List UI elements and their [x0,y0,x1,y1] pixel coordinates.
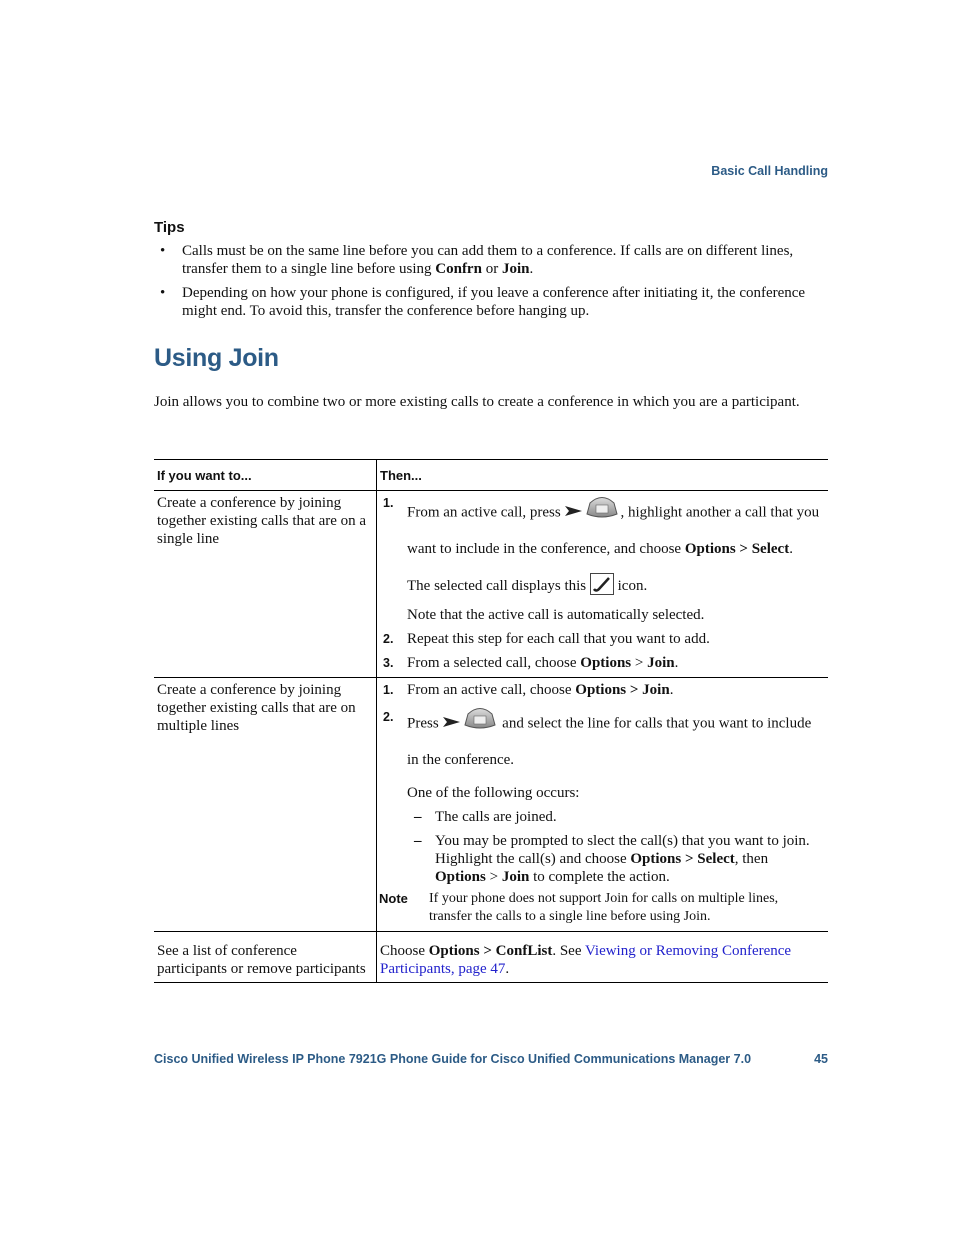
step-item [377,681,828,699]
selected-call-check-icon [590,573,614,600]
dash-bullet: – [414,833,422,849]
outcome-text: to complete the action. [529,869,670,885]
step-text: . See [552,943,585,959]
step-text: and select the line for calls that you want to include in the conference. [407,715,812,768]
outcome-text: You may be prompted to slect the call(s) that you want to join. Highlight the call(s) and choose [435,833,810,867]
row-want-cell: Create a conference by joining together existing calls that are on a single line [154,491,377,678]
row-then-cell [377,678,829,932]
step-text: icon. [617,577,648,594]
navigation-arrow-icon [564,496,584,531]
step-number: 3. [383,656,394,670]
table-row [154,678,828,932]
step-text: Press [407,715,439,732]
phone-button-icon [584,494,620,532]
step-bold: Options [580,655,632,671]
step-number: 2. [383,710,394,724]
outcome-bold: Options [435,869,486,885]
column-header-then: Then... [377,460,829,491]
step-item [377,630,828,648]
tips-heading: Tips [154,219,185,236]
outcome-bold: Options > Select [630,851,735,867]
phone-button-icon [462,705,498,743]
outcome-bold: Join [501,869,530,885]
step-item [377,494,828,567]
outcome-item [377,832,828,886]
tip-item [154,284,828,320]
bullet: • [160,243,166,259]
tip-text: . [529,261,534,277]
step-text: . [669,682,674,698]
step-text: Repeat this step for each call that you want to add. [407,631,710,647]
column-header-want: If you want to... [154,460,377,491]
step-text: . [674,655,679,671]
step-detail: Note that the active call is automatically selected. [407,607,705,623]
tips-list [154,242,828,326]
step-text: . [505,961,510,977]
row-then-cell [377,491,829,678]
tip-item [154,242,828,278]
outcome-text: , then [734,851,769,867]
step-number: 1. [383,496,394,510]
page-number: 45 [814,1052,828,1066]
step-detail [377,573,828,600]
tip-text: Depending on how your phone is configured, if you leave a conference after initiating it, the conference might end. To avoid this, transfer the conference before hanging up. [182,285,806,319]
outcome-text: The calls are joined. [435,809,557,825]
running-header: Basic Call Handling [711,164,828,178]
bullet: • [160,285,166,301]
footer-title: Cisco Unified Wireless IP Phone 7921G Phone Guide for Cisco Unified Communications Manager 7.0 [154,1052,752,1066]
step-bold: Options > Select [684,541,790,557]
dash-bullet: – [414,809,422,825]
section-title: Using Join [154,344,279,372]
step-number: 1. [383,683,394,697]
tip-text: Calls must be on the same line before you can add them to a conference. If calls are on different lines, transfer them to a single line before using [182,243,794,277]
step-text: From an active call, choose [407,682,576,698]
participants-link[interactable]: Viewing or Removing Conference Participants, page 47 [380,943,792,977]
step-text: , highlight another a call that you want to include in the conference, and choose [407,504,820,557]
step-text: From a selected call, choose [407,655,581,671]
step-text: > [631,655,648,671]
tip-bold-confrn: Confrn [435,261,482,277]
step-text: Choose [380,943,429,959]
table-row [154,491,828,678]
row-then-cell [377,932,829,983]
step-bold: Options > Join [575,682,670,698]
step-text: From an active call, press [407,504,561,521]
row-want-cell: See a list of conference participants or remove participants [154,932,377,983]
step-text: . [789,541,793,557]
join-steps-table [154,459,828,983]
row-want-cell: Create a conference by joining together existing calls that are on multiple lines [154,678,377,932]
step-item [377,654,828,672]
table-row [154,932,828,983]
outcome-text: > [485,869,502,885]
step-bold: Options > ConfList [428,943,553,959]
note-block [377,890,828,926]
step-item [377,705,828,778]
section-intro: Join allows you to combine two or more existing calls to create a conference in which you are a participant. [154,394,800,410]
table-header-row [154,460,828,491]
step-bold: Join [647,655,675,671]
step-number: 2. [383,632,394,646]
note-text: If your phone does not support Join for calls on multiple lines, transfer the calls to a single line before using Join. [429,891,779,924]
tip-text: or [481,261,502,277]
step-detail: One of the following occurs: [407,785,580,801]
tip-bold-join: Join [501,261,530,277]
note-label: Note [379,891,408,906]
outcome-item [377,808,828,826]
navigation-arrow-icon [442,707,462,742]
step-text: The selected call displays this [407,577,587,594]
